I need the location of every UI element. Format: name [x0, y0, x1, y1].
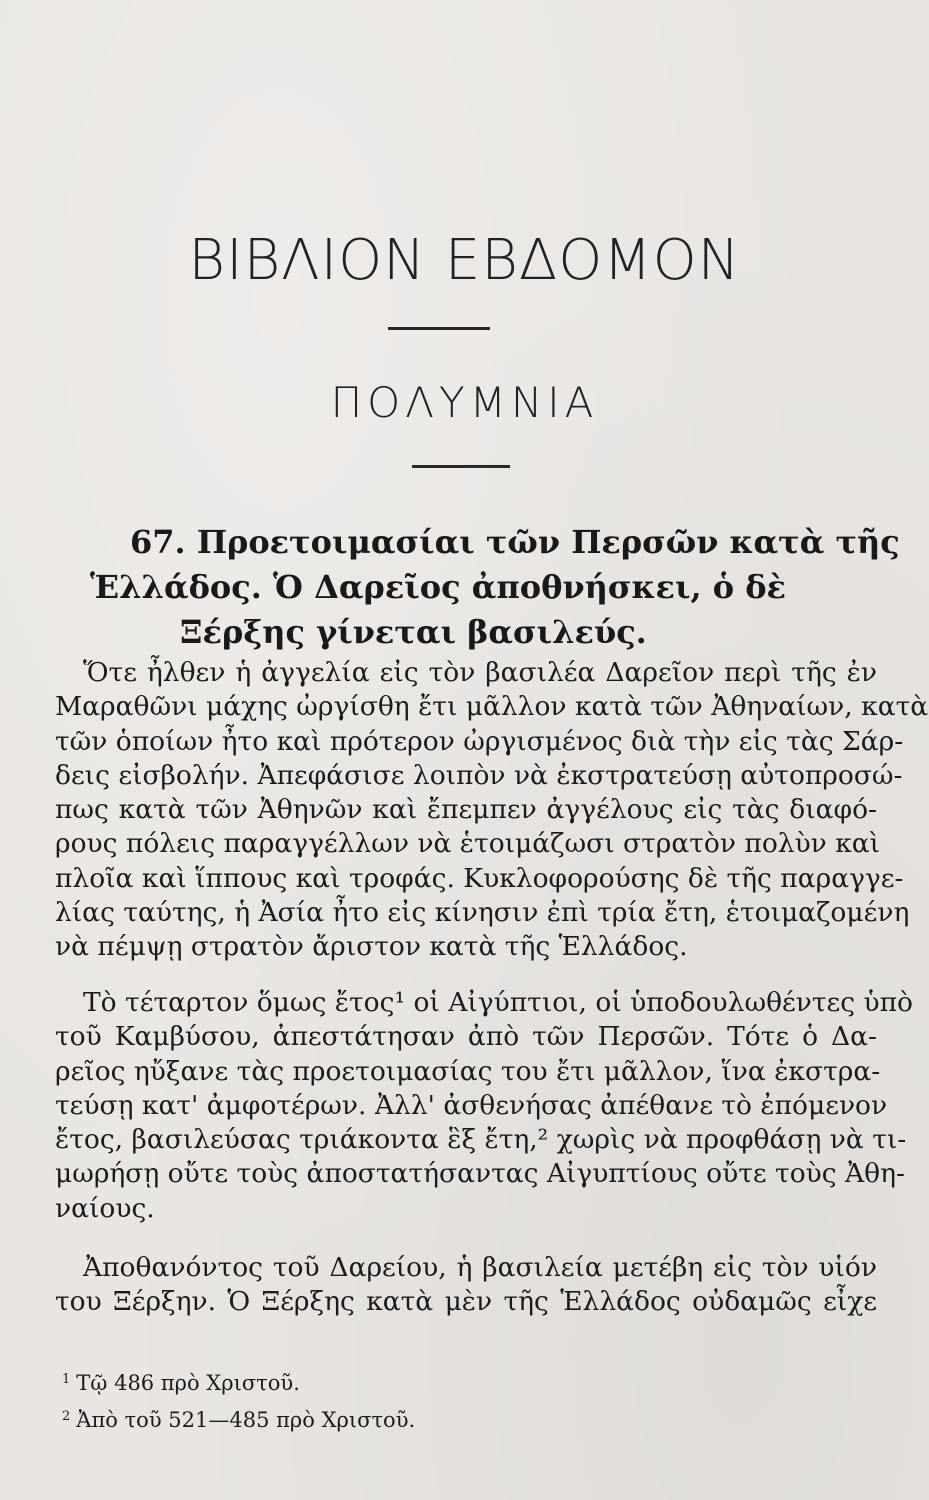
- footnote-text: Ἀπὸ τοῦ 521—485 πρὸ Χριστοῦ.: [76, 1408, 416, 1432]
- text-line: νὰ πέμψῃ στρατὸν ἄριστον κατὰ τῆς Ἑλλάδος.: [55, 931, 688, 963]
- part-divider: [412, 465, 510, 468]
- footnote-mark: 2: [62, 1409, 71, 1424]
- text-line: ρεῖος ηὔξανε τὰς προετοιμασίας του ἔτι μᾶλλον, ἵνα ἐκστρα-: [55, 1055, 881, 1087]
- text-line: ναίους.: [55, 1192, 155, 1224]
- text-line: τῶν ὁποίων ἦτο καὶ πρότερον ὠργισμένος διὰ τὴν εἰς τὰς Σάρ-: [55, 725, 904, 757]
- footnote-mark: 1: [62, 1372, 71, 1387]
- text-line: Μαραθῶνι μάχης ὠργίσθη ἔτι μᾶλλον κατὰ τῶν Ἀθηναίων, κατὰ: [55, 691, 929, 723]
- text-line: τεύσῃ κατ' ἀμφοτέρων. Ἀλλ' ἀσθενήσας ἀπέθανε τὸ ἐπόμενον: [55, 1089, 888, 1121]
- text-line: πως κατὰ τῶν Ἀθηνῶν καὶ ἔπεμπεν ἀγγέλους εἰς τὰς διαφό-: [55, 794, 877, 826]
- footnotes: [62, 1363, 415, 1437]
- text-line: Ὅτε ἦλθεν ἡ ἀγγελία εἰς τὸν βασιλέα Δαρεῖον περὶ τῆς ἐν: [83, 657, 877, 688]
- footnote: [62, 1363, 415, 1400]
- text-line: δεις εἰσβολήν. Ἀπεφάσισε λοιπὸν νὰ ἐκστρατεύσῃ αὐτοπροσώ-: [55, 759, 903, 791]
- chapter-heading-line: 67. Προετοιμασίαι τῶν Περσῶν κατὰ τῆς: [130, 523, 900, 561]
- chapter-heading: [60, 520, 900, 655]
- text-line: πλοῖα καὶ ἵππους καὶ τροφάς. Κυκλοφορούσης δὲ τῆς παραγγε-: [55, 862, 904, 894]
- text-line: ἔτος, βασιλεύσας τριάκοντα ἓξ ἔτη,² χωρὶς νὰ προφθάσῃ νὰ τι-: [55, 1124, 907, 1156]
- part-title: ΠΟΛΥΜΝΙΑ: [330, 378, 599, 427]
- text-line: του Ξέρξην. Ὁ Ξέρξης κατὰ μὲν τῆς Ἑλλάδος οὐδαμῶς εἶχε: [55, 1286, 877, 1318]
- chapter-heading-line: Ἑλλάδος. Ὁ Δαρεῖος ἀποθνήσκει, ὁ δὲ: [90, 568, 786, 606]
- chapter-heading-line: Ξέρξης γίνεται βασιλεύς.: [180, 613, 647, 651]
- paragraph: [55, 656, 929, 965]
- text-line: μωρήσῃ οὔτε τοὺς ἀποστατήσαντας Αἰγυπτίους οὔτε τοὺς Ἀθη-: [55, 1158, 905, 1190]
- text-line: λίας ταύτης, ἡ Ἀσία ἦτο εἰς κίνησιν ἐπὶ τρία ἔτη, ἑτοιμαζομένη: [55, 897, 910, 929]
- text-line: Τὸ τέταρτον ὅμως ἔτος¹ οἱ Αἰγύπτιοι, οἱ ὑποδουλωθέντες ὑπὸ: [83, 987, 914, 1018]
- text-line: ρους πόλεις παραγγέλλων νὰ ἑτοιμάζωσι στρατὸν πολὺν καὶ: [55, 828, 881, 860]
- text-line: Ἀποθανόντος τοῦ Δαρείου, ἡ βασιλεία μετέβη εἰς τὸν υἱόν: [83, 1252, 877, 1283]
- paragraph: [55, 986, 914, 1226]
- paragraph: [55, 1251, 877, 1320]
- title-divider: [388, 327, 490, 330]
- footnote-text: Τῷ 486 πρὸ Χριστοῦ.: [76, 1371, 300, 1395]
- text-line: τοῦ Καμβύσου, ἀπεστάτησαν ἀπὸ τῶν Περσῶν. Τότε ὁ Δα-: [55, 1021, 877, 1053]
- footnote: [62, 1400, 415, 1437]
- book-title: ΒΙΒΛΙΟΝ ΕΒΔΟΜΟΝ: [188, 228, 741, 293]
